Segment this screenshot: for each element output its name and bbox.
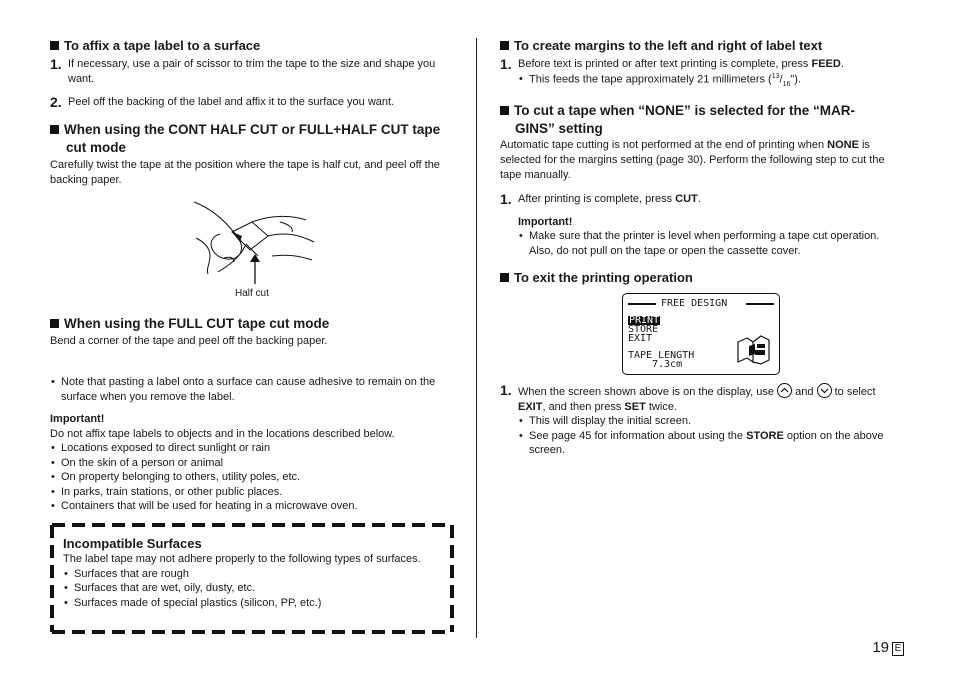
section-heading-margins: To create margins to the left and right of label text (500, 38, 904, 54)
note-text-end: "). (790, 73, 801, 86)
step-text-end: . (697, 193, 701, 206)
fraction-denominator: 16 (782, 80, 791, 88)
page-number-value: 19 (872, 639, 889, 656)
half-cut-instructions: Carefully twist the tape at the position where the tape is half cut, and peel off the backing paper. (50, 159, 440, 186)
note-text: This feeds the tape approximately 21 millimeters ( (529, 73, 772, 86)
store-note (518, 429, 904, 458)
list-item: • Locations exposed to direct sunlight or rain (50, 441, 454, 456)
list-item: • This will display the initial screen. (518, 414, 904, 429)
fraction-numerator: 13 (771, 72, 780, 80)
step-number: 1. (500, 56, 512, 73)
step-text: When the screen shown above is on the display, use (518, 386, 778, 398)
key-none: NONE (827, 139, 859, 152)
box-body: The label tape may not adhere properly to the following types of surfaces. (63, 553, 421, 566)
step-1-exit (500, 383, 904, 414)
key-exit: EXIT (518, 400, 543, 413)
list-item: • On property belonging to others, utility poles, etc. (50, 470, 454, 485)
half-cut-label: Half cut (235, 288, 269, 299)
right-column-lower (500, 383, 904, 458)
lcd-menu (628, 316, 660, 343)
step-text-and: and (792, 386, 817, 398)
left-column-lower (50, 315, 454, 514)
key-feed: FEED (811, 58, 841, 71)
section-heading-half-cut: When using the CONT HALF CUT or FULL+HALF CUT tape cut mode (50, 121, 454, 157)
body-text-end: is selected for the margins setting (page 30). Perform the following step to cut the tape manually. (500, 139, 885, 181)
prohibited-locations-list (50, 441, 454, 514)
lcd-menu-print-selected: PRINT (629, 315, 660, 326)
lcd-rule-right (746, 303, 774, 305)
up-arrow-key-icon (777, 383, 792, 398)
step-text-end: twice. (645, 400, 677, 413)
lcd-menu-exit: EXIT (628, 333, 653, 344)
list-item: • Make sure that the printer is level when performing a tape cut operation. Also, do not pull on the tape or open the cassette cover. (518, 229, 904, 258)
step-text: Peel off the backing of the label and affix it to the surface you want. (68, 96, 395, 109)
section-heading-affix: To affix a tape label to a surface (50, 38, 454, 54)
step-2-peel (50, 95, 454, 110)
page-number (872, 638, 904, 658)
incompatible-surfaces-box (50, 522, 454, 635)
section-heading-exit: To exit the printing operation (500, 270, 904, 286)
step-text: If necessary, use a pair of scissor to trim the tape to the size and shape you want. (68, 58, 436, 85)
lcd-length-value: 7.3cm (652, 359, 683, 370)
list-item: • Containers that will be used for heating in a microwave oven. (50, 499, 454, 514)
feed-length-note: • This feeds the tape approximately 21 millimeters $(^{13}/_{16}")$. (518, 72, 904, 89)
step-number: 1. (500, 191, 512, 208)
lcd-header (628, 299, 774, 309)
list-item: • On the skin of a person or animal (50, 456, 454, 471)
note-text-end: option on the above screen. (529, 429, 884, 457)
lcd-title: FREE DESIGN (661, 298, 728, 309)
tape-half-cut-figure (188, 198, 318, 302)
lcd-length-label: TAPE LENGTH (628, 350, 695, 361)
step-1-cut (500, 192, 904, 207)
square-bullet-icon (500, 273, 509, 282)
step-number: 2. (50, 94, 62, 111)
heading-line-2: GINS” setting (515, 120, 603, 136)
step-text-press: , and then press (542, 400, 625, 413)
step-text: Before text is printed or after text printing is complete, press (518, 58, 812, 71)
step-1-trim (50, 57, 454, 86)
step-1-feed (500, 57, 904, 72)
key-cut: CUT (675, 193, 698, 206)
box-content (63, 536, 441, 610)
square-bullet-icon (50, 41, 59, 50)
section-heading-full-cut: When using the FULL CUT tape cut mode (50, 315, 454, 333)
important-heading: Important! (50, 413, 105, 426)
cut-none-body (500, 138, 904, 182)
column-divider (476, 38, 477, 638)
adhesive-note: • Note that pasting a label onto a surface can cause adhesive to remain on the surface when you remove the label. (50, 375, 454, 404)
key-set: SET (624, 400, 646, 413)
body-text: Automatic tape cutting is not performed at the end of printing when (500, 139, 828, 152)
list-item: • In parks, train stations, or other public places. (50, 485, 454, 500)
step-number: 1. (50, 56, 62, 73)
step-text-end: . (840, 58, 844, 71)
full-cut-instructions: Bend a corner of the tape and peel off the backing paper. (50, 334, 328, 347)
language-badge: E (892, 642, 904, 656)
lcd-rule-left (628, 303, 656, 305)
right-column (500, 38, 904, 286)
square-bullet-icon (50, 125, 59, 134)
note-text: See page 45 for information about using the (529, 429, 747, 442)
lcd-screen (622, 293, 780, 375)
cut-important (500, 215, 904, 259)
list-item: • Surfaces that are wet, oily, dusty, etc. (63, 581, 441, 596)
key-store: STORE (746, 429, 784, 442)
important-body: Do not affix tape labels to objects and in the locations described below. (50, 427, 395, 440)
hands-peeling-tape-illustration (188, 198, 318, 286)
step-number: 1. (500, 382, 512, 398)
step-text: After printing is complete, press (518, 193, 676, 206)
step-text-select: to select (831, 386, 876, 398)
section-heading-cut-none: To cut a tape when “NONE” is selected for the “MAR- GINS” setting (500, 102, 904, 138)
lcd-tape-graphic-icon (735, 332, 773, 368)
list-item: • Surfaces made of special plastics (silicon, PP, etc.) (63, 596, 441, 611)
left-column (50, 38, 454, 187)
down-arrow-key-icon (817, 383, 832, 398)
lcd-menu-store: STORE (628, 324, 659, 335)
box-title: Incompatible Surfaces (63, 536, 202, 551)
square-bullet-icon (500, 41, 509, 50)
square-bullet-icon (500, 106, 509, 115)
list-item: • Surfaces that are rough (63, 567, 441, 582)
square-bullet-icon (50, 319, 59, 328)
important-heading: Important! (518, 215, 573, 228)
